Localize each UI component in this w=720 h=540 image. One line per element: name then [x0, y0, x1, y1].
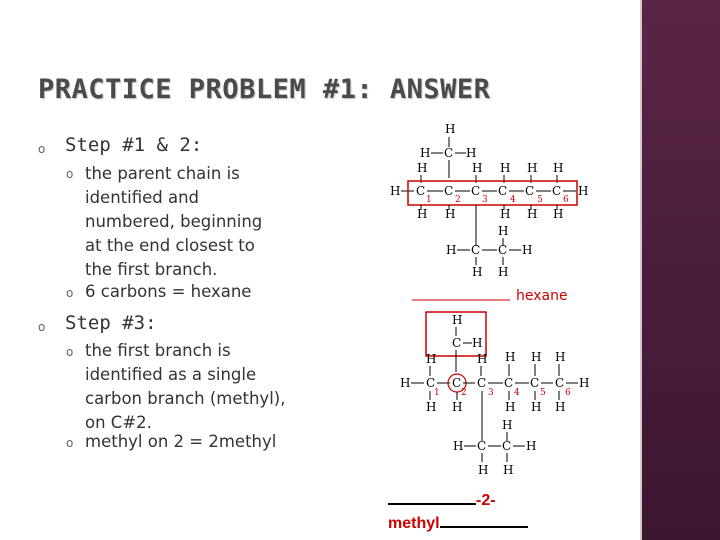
svg-text:C: C — [498, 243, 508, 257]
sub-bullet-marker-icon: o — [66, 345, 74, 359]
svg-text:H: H — [445, 122, 456, 136]
step-1-text — [85, 162, 262, 282]
carbon-number: 1 — [434, 388, 440, 398]
svg-text:H: H — [426, 352, 437, 366]
text-line: on C#2. — [85, 413, 152, 432]
bullet-marker-icon: o — [38, 142, 46, 156]
svg-text:C: C — [444, 184, 454, 198]
text-line: carbon branch (methyl), — [85, 389, 286, 408]
svg-text:H: H — [502, 418, 513, 432]
svg-text:H: H — [498, 224, 509, 238]
svg-text:C: C — [555, 376, 565, 390]
svg-text:H: H — [453, 439, 464, 453]
svg-text:C: C — [444, 146, 454, 160]
carbon-number: 5 — [537, 195, 543, 205]
svg-text:C: C — [498, 184, 508, 198]
svg-text:H: H — [466, 146, 477, 160]
answer-methyl: methyl — [388, 515, 440, 532]
step-3-text — [85, 339, 285, 435]
text-line: the first branch. — [85, 260, 218, 279]
svg-text:H: H — [531, 400, 542, 414]
svg-text:H: H — [500, 161, 511, 175]
blank-underline — [388, 489, 476, 505]
structure-2-methylhexane — [400, 312, 589, 477]
svg-text:H: H — [417, 207, 428, 221]
hexane-label: hexane — [516, 288, 568, 304]
svg-text:H: H — [417, 161, 428, 175]
sub-bullet-marker-icon: o — [66, 286, 74, 300]
carbon-number: 2 — [461, 388, 467, 398]
svg-text:H: H — [426, 400, 437, 414]
svg-text:H: H — [531, 350, 542, 364]
answer-line-2 — [388, 512, 528, 533]
text-line: 6 carbons = hexane — [85, 282, 252, 301]
blank-underline — [440, 512, 528, 528]
step-3-heading: Step #3: — [65, 312, 157, 334]
answer-prefix: -2- — [476, 492, 496, 509]
svg-text:C: C — [502, 439, 512, 453]
step-3-result — [85, 430, 276, 454]
sub-bullet-marker-icon: o — [66, 436, 74, 450]
svg-text:H: H — [400, 376, 411, 390]
svg-text:H: H — [578, 184, 589, 198]
svg-text:H: H — [472, 336, 483, 350]
svg-text:C: C — [452, 376, 462, 390]
decorative-sidebar — [642, 0, 720, 540]
svg-text:H: H — [505, 400, 516, 414]
svg-text:C: C — [530, 376, 540, 390]
carbon-number: 1 — [426, 195, 432, 205]
svg-text:C: C — [471, 243, 481, 257]
carbon-number: 3 — [482, 195, 488, 205]
carbon-number: 2 — [455, 195, 461, 205]
svg-text:H: H — [452, 313, 463, 327]
svg-text:H: H — [472, 161, 483, 175]
carbon-number: 5 — [540, 388, 546, 398]
svg-text:H: H — [553, 161, 564, 175]
svg-text:H: H — [478, 463, 489, 477]
carbon-number: 6 — [563, 195, 569, 205]
structure-diagrams — [388, 118, 608, 488]
text-line: numbered, beginning — [85, 212, 263, 231]
text-line: identified as a single — [85, 365, 257, 384]
step-1-heading: Step #1 & 2: — [65, 134, 203, 156]
svg-text:H: H — [472, 265, 483, 279]
svg-text:C: C — [477, 439, 487, 453]
svg-text:H: H — [452, 400, 463, 414]
svg-text:C: C — [471, 184, 481, 198]
svg-text:H: H — [579, 376, 590, 390]
carbon-number: 3 — [488, 388, 494, 398]
svg-text:H: H — [500, 207, 511, 221]
text-line: at the end closest to — [85, 236, 255, 255]
svg-text:C: C — [426, 376, 436, 390]
text-line: methyl on 2 = 2methyl — [85, 432, 277, 451]
svg-text:C: C — [552, 184, 562, 198]
svg-text:H: H — [445, 207, 456, 221]
sub-bullet-marker-icon: o — [66, 167, 74, 181]
svg-text:H: H — [555, 400, 566, 414]
text-line: the first branch is — [85, 341, 231, 360]
answer-line-1 — [388, 489, 496, 510]
carbon-number: 4 — [510, 195, 516, 205]
svg-text:H: H — [505, 350, 516, 364]
svg-text:C: C — [452, 336, 462, 350]
svg-text:C: C — [477, 376, 487, 390]
svg-text:C: C — [416, 184, 426, 198]
step-1-result — [85, 280, 251, 304]
svg-text:H: H — [477, 352, 488, 366]
svg-text:H: H — [526, 439, 537, 453]
structure-hexane — [390, 122, 588, 304]
bullet-marker-icon: o — [38, 320, 46, 334]
text-line: identified and — [85, 188, 200, 207]
svg-text:C: C — [504, 376, 514, 390]
svg-text:H: H — [446, 243, 457, 257]
svg-text:H: H — [553, 207, 564, 221]
carbon-number: 6 — [565, 388, 571, 398]
carbon-number: 4 — [514, 388, 520, 398]
svg-text:H: H — [522, 243, 533, 257]
svg-text:H: H — [390, 184, 401, 198]
svg-text:H: H — [503, 463, 514, 477]
page-title: PRACTICE PROBLEM #1: ANSWER — [38, 74, 491, 105]
svg-text:H: H — [498, 265, 509, 279]
svg-text:H: H — [527, 161, 538, 175]
text-line: the parent chain is — [85, 164, 240, 183]
svg-text:H: H — [527, 207, 538, 221]
svg-text:H: H — [555, 350, 566, 364]
svg-text:H: H — [420, 146, 431, 160]
svg-text:C: C — [525, 184, 535, 198]
